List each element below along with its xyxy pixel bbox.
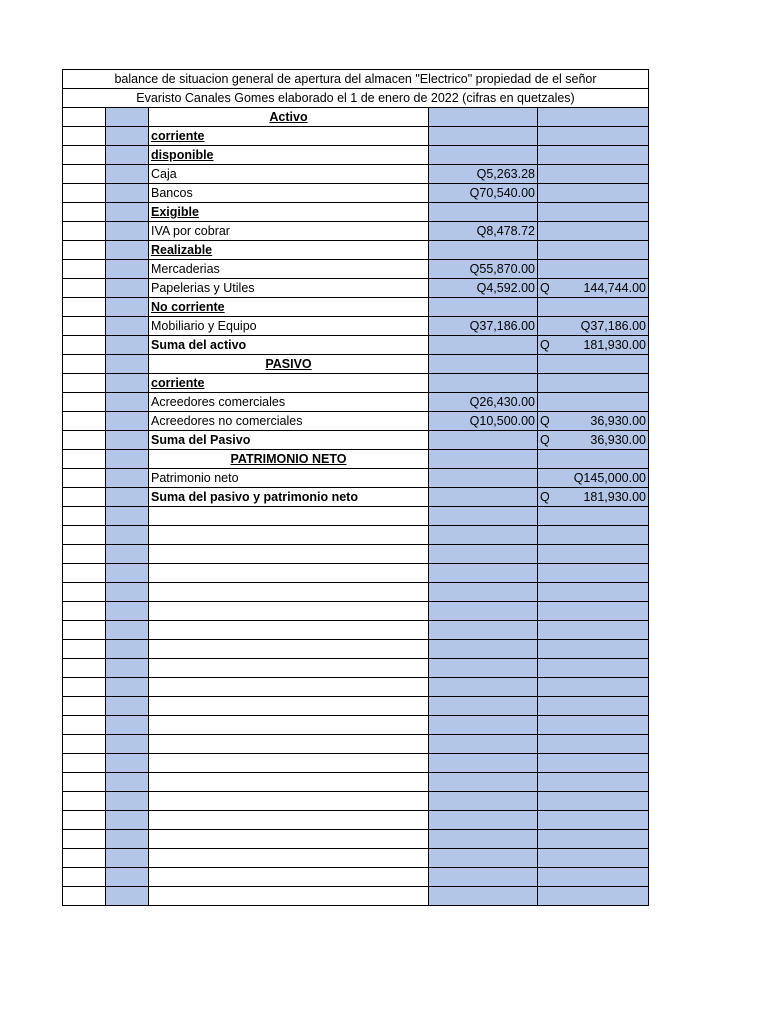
total-value: 36,930.00 (590, 414, 646, 428)
account-label[interactable] (149, 564, 429, 583)
account-label[interactable] (149, 697, 429, 716)
cell-col-b[interactable] (106, 222, 149, 241)
cell-col-a[interactable] (63, 298, 106, 317)
account-label[interactable]: PATRIMONIO NETO (149, 450, 429, 469)
account-label[interactable]: Suma del activo (149, 336, 429, 355)
total-wrap (540, 279, 646, 297)
cell-col-b[interactable] (106, 773, 149, 792)
amount-cell[interactable] (429, 849, 538, 868)
cell-col-a[interactable] (63, 450, 106, 469)
empty-row (63, 811, 649, 830)
cell-col-b[interactable] (106, 431, 149, 450)
cell-col-a[interactable] (63, 792, 106, 811)
total-value: 144,744.00 (583, 281, 646, 295)
cell-col-b[interactable] (106, 355, 149, 374)
table-row (63, 279, 649, 298)
account-label[interactable] (149, 887, 429, 906)
total-cell[interactable] (538, 507, 649, 526)
cell-col-a[interactable] (63, 545, 106, 564)
cell-col-a[interactable] (63, 583, 106, 602)
cell-col-a[interactable] (63, 754, 106, 773)
table-row (63, 260, 649, 279)
amount-cell[interactable] (429, 507, 538, 526)
total-cell[interactable] (538, 526, 649, 545)
balance-sheet-table (62, 69, 649, 906)
account-label[interactable] (149, 773, 429, 792)
cell-col-a[interactable] (63, 716, 106, 735)
cell-col-b[interactable] (106, 602, 149, 621)
account-label[interactable] (149, 868, 429, 887)
account-label[interactable]: IVA por cobrar (149, 222, 429, 241)
amount-cell[interactable]: Q10,500.00 (429, 412, 538, 431)
empty-row (63, 868, 649, 887)
cell-col-a[interactable] (63, 773, 106, 792)
account-label[interactable]: Realizable (149, 241, 429, 260)
cell-col-a[interactable] (63, 203, 106, 222)
amount-cell[interactable] (429, 678, 538, 697)
title-row-1 (63, 70, 649, 89)
cell-col-b[interactable] (106, 279, 149, 298)
total-cell[interactable] (538, 203, 649, 222)
currency-symbol: Q (540, 338, 550, 352)
total-cell[interactable] (538, 849, 649, 868)
total-cell[interactable] (538, 298, 649, 317)
cell-col-a[interactable] (63, 849, 106, 868)
amount-cell[interactable] (429, 203, 538, 222)
total-cell[interactable] (538, 811, 649, 830)
cell-col-b[interactable] (106, 184, 149, 203)
cell-col-b[interactable] (106, 678, 149, 697)
account-label[interactable]: Exigible (149, 203, 429, 222)
total-cell[interactable] (538, 830, 649, 849)
account-label[interactable]: Papelerias y Utiles (149, 279, 429, 298)
total-cell[interactable] (538, 583, 649, 602)
account-label[interactable]: disponible (149, 146, 429, 165)
account-label[interactable] (149, 849, 429, 868)
account-label[interactable]: Patrimonio neto (149, 469, 429, 488)
cell-col-b[interactable] (106, 241, 149, 260)
table-row (63, 450, 649, 469)
table-row (63, 488, 649, 507)
total-cell[interactable] (538, 773, 649, 792)
cell-col-a[interactable] (63, 507, 106, 526)
cell-col-a[interactable] (63, 374, 106, 393)
amount-cell[interactable] (429, 127, 538, 146)
account-label[interactable] (149, 792, 429, 811)
total-cell[interactable] (538, 735, 649, 754)
cell-col-b[interactable] (106, 564, 149, 583)
empty-row (63, 754, 649, 773)
cell-col-a[interactable] (63, 621, 106, 640)
cell-col-b[interactable] (106, 716, 149, 735)
title-line-2[interactable]: Evaristo Canales Gomes elaborado el 1 de enero de 2022 (cifras en quetzales) (63, 89, 649, 108)
amount-cell[interactable] (429, 811, 538, 830)
cell-col-b[interactable] (106, 887, 149, 906)
cell-col-b[interactable] (106, 583, 149, 602)
total-cell[interactable] (538, 545, 649, 564)
account-label[interactable]: Bancos (149, 184, 429, 203)
cell-col-a[interactable] (63, 184, 106, 203)
table-row (63, 146, 649, 165)
total-value: 181,930.00 (583, 338, 646, 352)
cell-col-a[interactable] (63, 336, 106, 355)
cell-col-a[interactable] (63, 640, 106, 659)
empty-row (63, 526, 649, 545)
amount-cell[interactable] (429, 431, 538, 450)
cell-col-b[interactable] (106, 108, 149, 127)
amount-cell[interactable] (429, 526, 538, 545)
cell-col-b[interactable] (106, 165, 149, 184)
empty-row (63, 621, 649, 640)
table-row (63, 184, 649, 203)
amount-cell[interactable]: Q55,870.00 (429, 260, 538, 279)
table-row (63, 374, 649, 393)
total-cell[interactable] (538, 887, 649, 906)
cell-col-b[interactable] (106, 621, 149, 640)
cell-col-a[interactable] (63, 697, 106, 716)
total-value: 36,930.00 (590, 433, 646, 447)
account-label[interactable]: No corriente (149, 298, 429, 317)
cell-col-a[interactable] (63, 412, 106, 431)
amount-cell[interactable]: Q70,540.00 (429, 184, 538, 203)
table-row (63, 336, 649, 355)
table-row (63, 127, 649, 146)
cell-col-b[interactable] (106, 203, 149, 222)
table-row (63, 108, 649, 127)
amount-cell[interactable] (429, 146, 538, 165)
cell-col-a[interactable] (63, 602, 106, 621)
amount-cell[interactable] (429, 602, 538, 621)
title-line-1[interactable]: balance de situacion general de apertura del almacen "Electrico" propiedad de el señor (63, 70, 649, 89)
total-wrap (540, 431, 646, 449)
amount-cell[interactable] (429, 887, 538, 906)
total-cell[interactable] (538, 792, 649, 811)
cell-col-b[interactable] (106, 450, 149, 469)
empty-row (63, 640, 649, 659)
account-label[interactable]: Mercaderias (149, 260, 429, 279)
amount-cell[interactable] (429, 830, 538, 849)
table-row (63, 203, 649, 222)
cell-col-a[interactable] (63, 469, 106, 488)
amount-cell[interactable] (429, 621, 538, 640)
account-label[interactable] (149, 830, 429, 849)
total-cell[interactable] (538, 146, 649, 165)
cell-col-b[interactable] (106, 545, 149, 564)
total-cell[interactable] (538, 602, 649, 621)
total-cell[interactable] (538, 165, 649, 184)
total-cell[interactable] (538, 393, 649, 412)
total-cell[interactable] (538, 184, 649, 203)
cell-col-b[interactable] (106, 488, 149, 507)
account-label[interactable]: Suma del Pasivo (149, 431, 429, 450)
cell-col-b[interactable] (106, 127, 149, 146)
cell-col-b[interactable] (106, 526, 149, 545)
total-cell[interactable] (538, 260, 649, 279)
amount-cell[interactable] (429, 450, 538, 469)
cell-col-b[interactable] (106, 811, 149, 830)
account-label[interactable]: Suma del pasivo y patrimonio neto (149, 488, 429, 507)
cell-col-b[interactable] (106, 146, 149, 165)
empty-row (63, 773, 649, 792)
account-label[interactable] (149, 621, 429, 640)
cell-col-a[interactable] (63, 279, 106, 298)
cell-col-a[interactable] (63, 526, 106, 545)
total-cell[interactable] (538, 317, 649, 336)
total-value: 181,930.00 (583, 490, 646, 504)
total-cell[interactable] (538, 431, 649, 450)
table-row (63, 355, 649, 374)
total-cell[interactable] (538, 469, 649, 488)
total-cell[interactable] (538, 222, 649, 241)
total-wrap (540, 488, 646, 506)
account-label[interactable]: corriente (149, 374, 429, 393)
amount-cell[interactable] (429, 108, 538, 127)
cell-col-b[interactable] (106, 298, 149, 317)
title-row-2 (63, 89, 649, 108)
table-row (63, 431, 649, 450)
cell-col-a[interactable] (63, 355, 106, 374)
currency-symbol: Q (540, 414, 550, 428)
amount-cell[interactable] (429, 336, 538, 355)
account-label[interactable] (149, 526, 429, 545)
empty-row (63, 735, 649, 754)
total-cell[interactable] (538, 488, 649, 507)
currency-symbol: Q (540, 433, 550, 447)
amount-cell[interactable]: Q5,263.28 (429, 165, 538, 184)
cell-col-b[interactable] (106, 374, 149, 393)
account-label[interactable]: corriente (149, 127, 429, 146)
table-row (63, 165, 649, 184)
total-cell[interactable] (538, 716, 649, 735)
cell-col-b[interactable] (106, 849, 149, 868)
account-label[interactable]: PASIVO (149, 355, 429, 374)
cell-col-b[interactable] (106, 659, 149, 678)
total-cell[interactable] (538, 564, 649, 583)
cell-col-b[interactable] (106, 735, 149, 754)
account-label[interactable]: Acreedores comerciales (149, 393, 429, 412)
total-cell[interactable] (538, 355, 649, 374)
empty-row (63, 564, 649, 583)
total-value: Q145,000.00 (573, 471, 646, 485)
cell-col-b[interactable] (106, 336, 149, 355)
table-row (63, 298, 649, 317)
empty-row (63, 792, 649, 811)
total-cell[interactable] (538, 659, 649, 678)
account-label[interactable] (149, 545, 429, 564)
total-cell[interactable] (538, 412, 649, 431)
amount-cell[interactable] (429, 488, 538, 507)
amount-cell[interactable] (429, 773, 538, 792)
empty-row (63, 697, 649, 716)
total-cell[interactable] (538, 374, 649, 393)
empty-row (63, 887, 649, 906)
total-wrap (540, 412, 646, 430)
cell-col-b[interactable] (106, 317, 149, 336)
total-cell[interactable] (538, 127, 649, 146)
cell-col-a[interactable] (63, 393, 106, 412)
cell-col-a[interactable] (63, 564, 106, 583)
table-row (63, 469, 649, 488)
empty-row (63, 716, 649, 735)
cell-col-a[interactable] (63, 146, 106, 165)
cell-col-b[interactable] (106, 697, 149, 716)
table-row (63, 241, 649, 260)
account-label[interactable]: Caja (149, 165, 429, 184)
cell-col-a[interactable] (63, 222, 106, 241)
account-label[interactable] (149, 811, 429, 830)
amount-cell[interactable] (429, 355, 538, 374)
amount-cell[interactable] (429, 735, 538, 754)
cell-col-a[interactable] (63, 241, 106, 260)
cell-col-a[interactable] (63, 659, 106, 678)
cell-col-b[interactable] (106, 412, 149, 431)
account-label[interactable] (149, 678, 429, 697)
total-cell[interactable] (538, 754, 649, 773)
table-row (63, 222, 649, 241)
cell-col-a[interactable] (63, 165, 106, 184)
cell-col-b[interactable] (106, 792, 149, 811)
cell-col-b[interactable] (106, 640, 149, 659)
cell-col-b[interactable] (106, 469, 149, 488)
currency-symbol: Q (540, 281, 550, 295)
account-label[interactable]: Acreedores no comerciales (149, 412, 429, 431)
empty-row (63, 583, 649, 602)
account-label[interactable] (149, 640, 429, 659)
cell-col-a[interactable] (63, 431, 106, 450)
cell-col-b[interactable] (106, 754, 149, 773)
cell-col-b[interactable] (106, 507, 149, 526)
amount-cell[interactable] (429, 716, 538, 735)
empty-row (63, 849, 649, 868)
cell-col-b[interactable] (106, 868, 149, 887)
account-label[interactable]: Activo (149, 108, 429, 127)
amount-cell[interactable] (429, 754, 538, 773)
cell-col-a[interactable] (63, 678, 106, 697)
currency-symbol: Q (540, 490, 550, 504)
empty-row (63, 602, 649, 621)
total-cell[interactable] (538, 621, 649, 640)
amount-cell[interactable] (429, 697, 538, 716)
account-label[interactable] (149, 507, 429, 526)
cell-col-a[interactable] (63, 260, 106, 279)
cell-col-b[interactable] (106, 393, 149, 412)
total-cell[interactable] (538, 336, 649, 355)
total-cell[interactable] (538, 678, 649, 697)
total-value: Q37,186.00 (580, 319, 646, 333)
table-row (63, 412, 649, 431)
empty-row (63, 678, 649, 697)
amount-cell[interactable] (429, 469, 538, 488)
total-wrap (540, 336, 646, 354)
cell-col-a[interactable] (63, 317, 106, 336)
cell-col-a[interactable] (63, 735, 106, 754)
total-cell[interactable] (538, 640, 649, 659)
account-label[interactable] (149, 583, 429, 602)
account-label[interactable] (149, 602, 429, 621)
empty-row (63, 545, 649, 564)
cell-col-a[interactable] (63, 868, 106, 887)
amount-cell[interactable] (429, 545, 538, 564)
amount-cell[interactable]: Q37,186.00 (429, 317, 538, 336)
amount-cell[interactable] (429, 241, 538, 260)
empty-row (63, 659, 649, 678)
total-cell[interactable] (538, 868, 649, 887)
empty-row (63, 830, 649, 849)
amount-cell[interactable] (429, 298, 538, 317)
amount-cell[interactable] (429, 868, 538, 887)
table-row (63, 317, 649, 336)
amount-cell[interactable] (429, 564, 538, 583)
total-cell[interactable] (538, 108, 649, 127)
table-row (63, 393, 649, 412)
amount-cell[interactable] (429, 640, 538, 659)
cell-col-a[interactable] (63, 127, 106, 146)
cell-col-b[interactable] (106, 830, 149, 849)
amount-cell[interactable]: Q4,592.00 (429, 279, 538, 298)
empty-row (63, 507, 649, 526)
cell-col-a[interactable] (63, 108, 106, 127)
cell-col-a[interactable] (63, 887, 106, 906)
total-cell[interactable] (538, 241, 649, 260)
cell-col-b[interactable] (106, 260, 149, 279)
total-wrap (540, 317, 646, 335)
account-label[interactable] (149, 716, 429, 735)
total-cell[interactable] (538, 450, 649, 469)
amount-cell[interactable] (429, 792, 538, 811)
account-label[interactable] (149, 754, 429, 773)
cell-col-a[interactable] (63, 830, 106, 849)
total-cell[interactable] (538, 279, 649, 298)
account-label[interactable] (149, 735, 429, 754)
cell-col-a[interactable] (63, 811, 106, 830)
cell-col-a[interactable] (63, 488, 106, 507)
total-cell[interactable] (538, 697, 649, 716)
account-label[interactable] (149, 659, 429, 678)
account-label[interactable]: Mobiliario y Equipo (149, 317, 429, 336)
amount-cell[interactable] (429, 583, 538, 602)
amount-cell[interactable] (429, 374, 538, 393)
amount-cell[interactable]: Q26,430.00 (429, 393, 538, 412)
amount-cell[interactable] (429, 659, 538, 678)
amount-cell[interactable]: Q8,478.72 (429, 222, 538, 241)
total-wrap (540, 469, 646, 487)
